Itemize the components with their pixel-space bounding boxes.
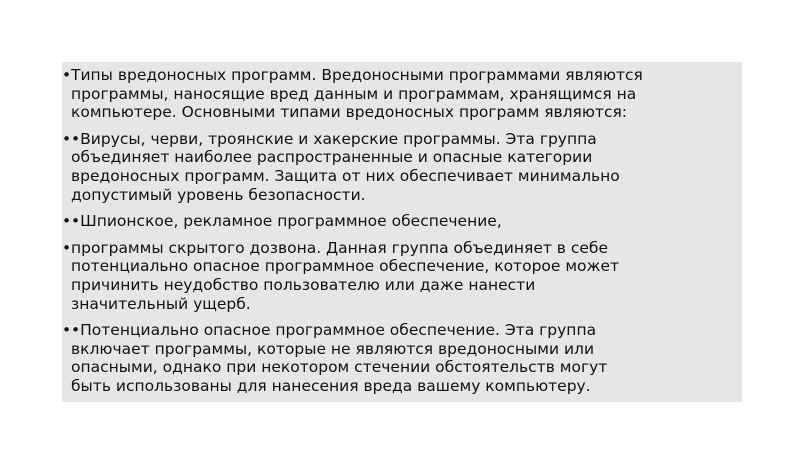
paragraph-text: •Потенциально опасное программное обеспечение. Эта группа включает программы, которые не являются вредоносными или опасными, однако при некотором стечении обстоятельств могут быть использованы для нанесения вреда вашему компьютеру. bbox=[71, 321, 608, 395]
list-item bbox=[62, 239, 742, 313]
list-item bbox=[62, 321, 742, 395]
paragraph-text: программы скрытого дозвона. Данная группа объединяет в себе потенциально опасное программное обеспечение, которое может причинить неудобство пользователю или даже нанести значительный ущерб. bbox=[71, 238, 620, 313]
bullet: • bbox=[62, 129, 72, 148]
bullet: • bbox=[62, 212, 72, 231]
bullet: • bbox=[62, 321, 72, 340]
bullet: • bbox=[62, 238, 72, 257]
list-item bbox=[62, 66, 742, 122]
list-item bbox=[62, 212, 742, 231]
paragraph-text: •Шпионское, рекламное программное обеспечение, bbox=[71, 212, 502, 231]
paragraph-text: •Вирусы, черви, троянские и хакерские программы. Эта группа объединяет наиболее распространенные и опасные категории вредоносных программ. Защита от них обеспечивает минимально допустимый уровень безопасности. bbox=[71, 129, 620, 204]
bullet: • bbox=[62, 66, 72, 84]
text-block bbox=[62, 62, 742, 402]
paragraph-text: Типы вредоносных программ. Вредоносными программами являются программы, наносящие вред данным и программам, хранящимся на компьютере. Основными типами вредоносных программ являются: bbox=[71, 66, 643, 122]
list-item bbox=[62, 130, 742, 204]
